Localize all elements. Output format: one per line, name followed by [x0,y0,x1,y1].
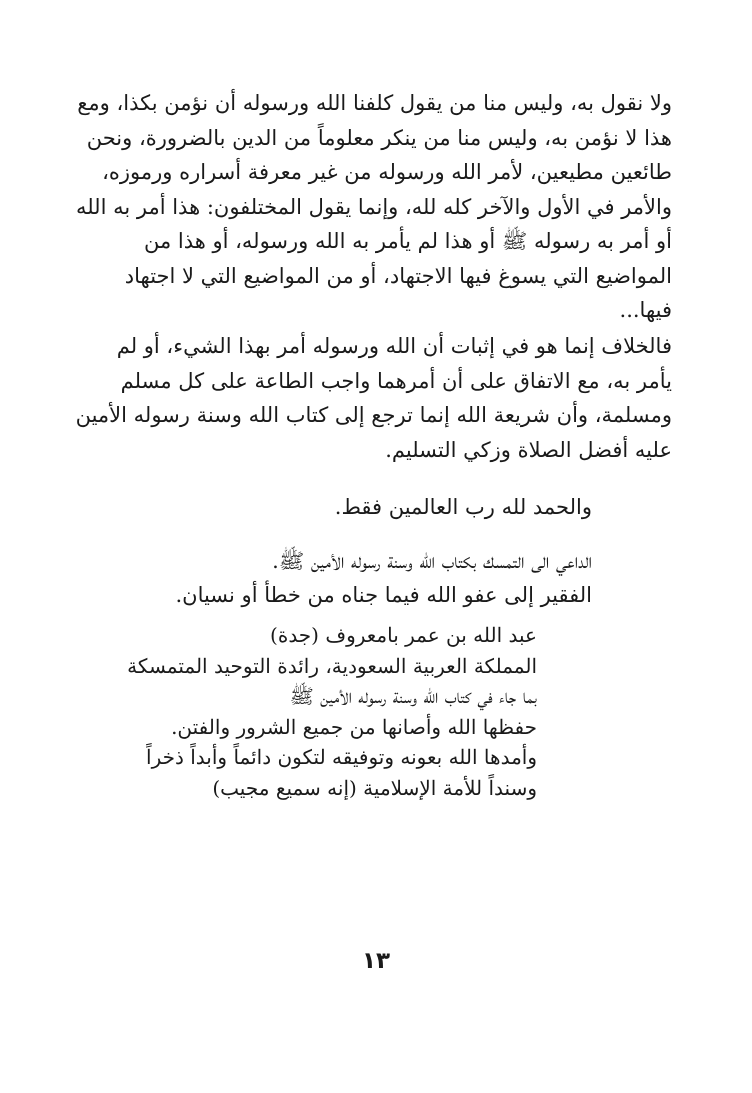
text-line: فيها... [619,298,672,322]
text-line: عليه أفضل الصلاة وزكي التسليم. [385,437,672,462]
signature-line: وسنداً للأمة الإسلامية (إنه سميع مجيب) [212,775,537,800]
signature-block [127,620,537,804]
paragraph-1 [75,86,672,328]
text-line: أو أمر به رسوله ﷺ أو هذا لم يأمر به الله ورسوله، أو هذا من [143,229,672,253]
closing-line: والحمد لله رب العالمين فقط. [334,495,592,519]
signature-line: بما جاء في كتاب الله وسنة رسوله الأمين ﷺ [289,684,537,709]
text-line: فالخلاف إنما هو في إثبات أن الله ورسوله أمر بهذا الشيء، أو لم [116,334,672,358]
paragraph-2 [75,329,672,467]
signature-line: الفقير إلى عفو الله فيما جناه من خطأ أو نسيان. [175,583,592,607]
signature-line: حفظها الله وأصانها من جميع الشرور والفتن. [171,714,537,739]
signature-line: المملكة العربية السعودية، رائدة التوحيد المتمسكة [127,653,537,678]
text-line: هذا لا نؤمن به، وليس منا من ينكر معلوماً من الدين بالضرورة، ونحن [86,125,672,150]
text-line: المواضيع التي يسوغ فيها الاجتهاد، أو من المواضيع التي لا اجتهاد [124,263,672,288]
text-line: طائعين مطيعين، لأمر الله ورسوله من غير معرفة أسراره ورموزه، [102,160,672,184]
signature-line: عبد الله بن عمر بامعروف (جدة) [270,623,537,647]
signature-intro [175,544,592,612]
text-line: يأمر به، مع الاتفاق على أن أمرهما واجب الطاعة على كل مسلم [120,368,672,393]
signature-line: وأمدها الله بعونه وتوفيقه لتكون دائماً وأبداً ذخراً [146,745,537,770]
signature-line: الداعي الى التمسك بكتاب الله وسنة رسوله الأمين ﷺ. [272,549,592,573]
text-line: والأمر في الأول والآخر كله لله، وإنما يقول المختلفون: هذا أمر به الله [75,194,672,219]
page-number: ١٣ [361,948,391,974]
text-line: ولا نقول به، وليس منا من يقول كلفنا الله ورسوله أن نؤمن بكذا، ومع [77,91,672,115]
text-line: ومسلمة، وأن شريعة الله إنما ترجع إلى كتاب الله وسنة رسوله الأمين [75,403,672,427]
